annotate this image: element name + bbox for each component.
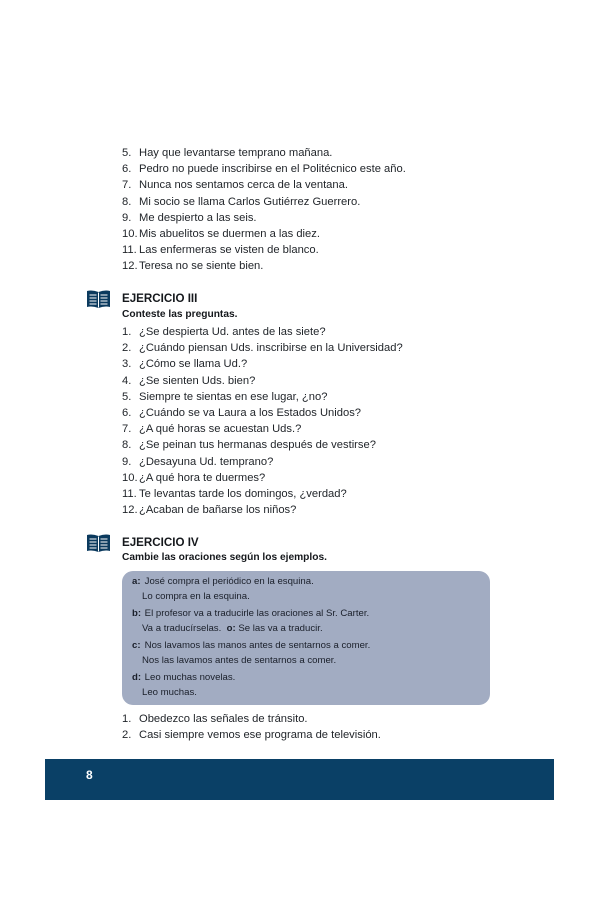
list-item: 6. Pedro no puede inscribirse en el Politécnico este año.	[122, 163, 406, 176]
example-c: c: Nos lavamos las manos antes de sentarnos a comer. Nos las lavamos antes de sentarnos a comer.	[132, 640, 371, 666]
list-item: 8. ¿Se peinan tus hermanas después de vestirse?	[122, 439, 376, 452]
list-item: 9. Me despierto a las seis.	[122, 211, 257, 224]
footer-bar	[45, 759, 554, 800]
list-item: 3. ¿Cómo se llama Ud.?	[122, 358, 248, 371]
page-number: 8	[86, 768, 93, 782]
list-item: 1. Obedezco las señales de tránsito.	[122, 713, 308, 725]
list-item: 7. ¿A qué horas se acuestan Uds.?	[122, 423, 302, 436]
list-item: 8. Mi socio se llama Carlos Gutiérrez Guerrero.	[122, 195, 361, 208]
list-item: 10.¿A qué hora te duermes?	[122, 471, 266, 484]
continued-sentence-list	[122, 145, 406, 275]
exercise-4-title: EJERCICIO IV	[122, 536, 199, 549]
list-item: 9. ¿Desayuna Ud. temprano?	[122, 455, 274, 468]
exercise-4-sentences	[122, 711, 381, 743]
list-item: 6. ¿Cuándo se va Laura a los Estados Unidos?	[122, 407, 362, 420]
exercise-3-instruction: Conteste las preguntas.	[122, 309, 238, 320]
exercise-3-title: EJERCICIO III	[122, 292, 198, 305]
example-a: a: José compra el periódico en la esquina. Lo compra en la esquina.	[132, 576, 314, 602]
list-item: 7. Nunca nos sentamos cerca de la ventana.	[122, 179, 348, 192]
list-item: 11. Te levantas tarde los domingos, ¿verdad?	[122, 488, 347, 501]
list-item: 5. Siempre te sientas en ese lugar, ¿no?	[122, 390, 328, 403]
list-item: 12.¿Acaban de bañarse los niños?	[122, 504, 297, 517]
example-d: d: Leo muchas novelas. Leo muchas.	[132, 672, 236, 698]
list-item: 1. ¿Se despierta Ud. antes de las siete?	[122, 326, 326, 338]
open-book-icon	[86, 289, 111, 309]
list-item: 12.Teresa no se siente bien.	[122, 260, 264, 273]
example-b: b: El profesor va a traducirle las oraciones al Sr. Carter. Va a traducírselas. o: Se las va a traducir.	[132, 608, 370, 634]
list-item: 10.Mis abuelitos se duermen a las diez.	[122, 228, 320, 241]
exercise-4-instruction: Cambie las oraciones según los ejemplos.	[122, 552, 327, 563]
examples-box	[122, 571, 490, 705]
list-item: 2. ¿Cuándo piensan Uds. inscribirse en la Universidad?	[122, 342, 403, 355]
open-book-icon	[86, 533, 111, 553]
list-item: 11. Las enfermeras se visten de blanco.	[122, 244, 319, 257]
list-item: 2. Casi siempre vemos ese programa de televisión.	[122, 729, 381, 742]
list-item: 5. Hay que levantarse temprano mañana.	[122, 147, 333, 159]
exercise-3-questions	[122, 324, 403, 518]
list-item: 4. ¿Se sienten Uds. bien?	[122, 374, 256, 387]
